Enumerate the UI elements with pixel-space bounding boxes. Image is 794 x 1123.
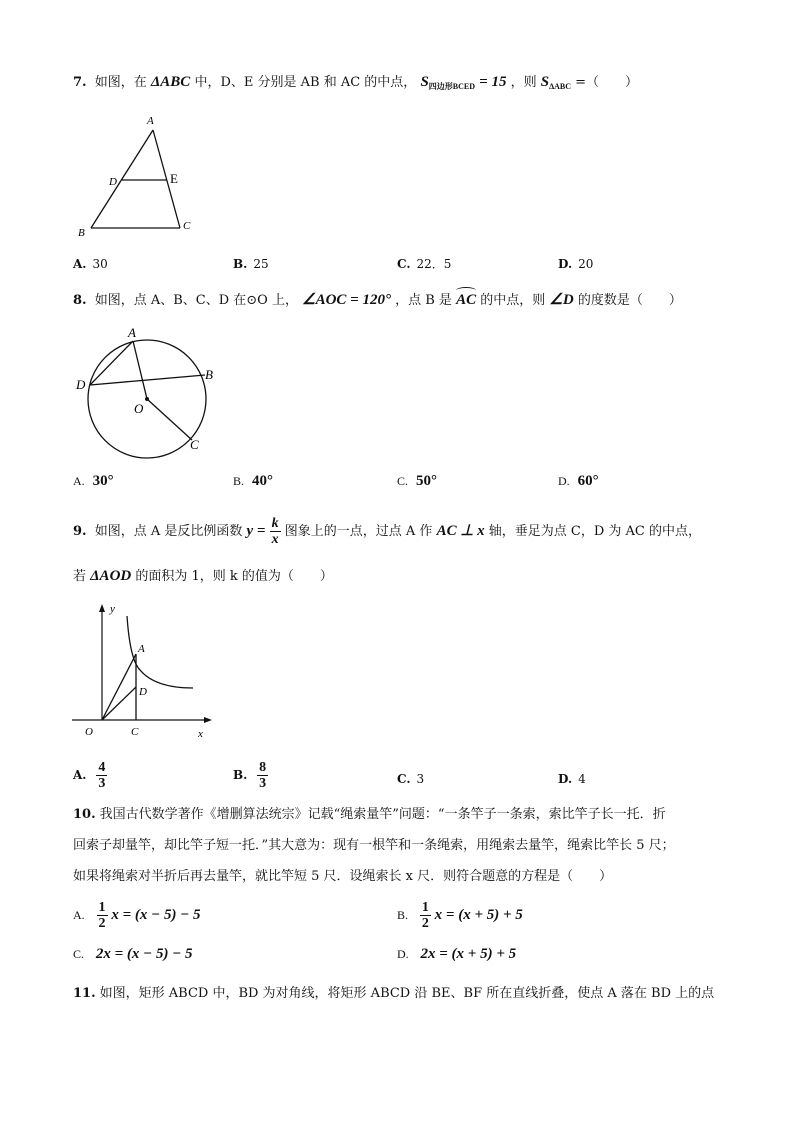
math-triangle-abc: ΔABC	[150, 74, 191, 90]
q7-option-b[interactable]	[233, 256, 269, 272]
math-angle-aoc: ∠AOC = 120°	[302, 292, 391, 308]
option-expression: x = (x + 5) + 5	[434, 907, 523, 923]
option-value: 30	[92, 257, 108, 271]
q10-option-a[interactable]	[73, 900, 201, 931]
q9-graph-figure	[70, 600, 220, 750]
question-8-stem	[73, 290, 682, 311]
option-value: 50°	[416, 473, 438, 489]
area-subscript: 四边形BCED	[428, 82, 476, 91]
q8-option-b[interactable]	[233, 473, 273, 489]
label-d: D	[139, 686, 147, 698]
option-label: C.	[397, 257, 411, 271]
label-y: y	[110, 603, 115, 615]
question-number: 11.	[73, 986, 96, 1001]
stem-text: 的面积为 1，则 k 的值为（ ）	[135, 569, 333, 584]
stem-text: 如图，点 A 是反比例函数	[94, 524, 243, 539]
q7-option-d[interactable]	[558, 256, 593, 272]
stem-text: 图象上的一点，过点 A 作	[284, 524, 433, 539]
label-c: C	[131, 726, 139, 738]
fraction-denominator: 2	[421, 916, 429, 931]
fraction-numerator: k	[271, 516, 279, 531]
area-subscript: ΔABC	[549, 82, 572, 91]
option-value: 25	[253, 257, 269, 271]
option-label: A.	[73, 768, 87, 782]
label-a: A	[147, 115, 154, 127]
label-o: O	[134, 401, 144, 416]
label-a: A	[128, 325, 136, 340]
label-d: D	[76, 377, 86, 392]
question-number: 10.	[73, 807, 96, 822]
q9-option-a[interactable]	[73, 760, 107, 791]
option-value: 22．5	[416, 257, 452, 271]
q10-option-d[interactable]	[397, 946, 516, 962]
q9-option-b[interactable]	[233, 760, 268, 791]
option-label: C.	[397, 772, 411, 786]
option-label: A.	[73, 474, 85, 488]
fraction-numerator: 1	[421, 900, 429, 915]
math-y-equals: y =	[246, 523, 266, 539]
option-value: 40°	[252, 473, 274, 489]
q10-option-b[interactable]	[397, 900, 523, 931]
math-area-quad	[420, 74, 475, 90]
option-label: B.	[397, 908, 409, 922]
q8-option-c[interactable]	[397, 473, 437, 489]
label-d: D	[109, 176, 117, 188]
label-o: O	[85, 726, 93, 738]
option-fraction	[97, 900, 108, 931]
fraction-numerator: 8	[259, 760, 267, 775]
math-perpendicular: AC ⊥ x	[436, 523, 485, 539]
question-10-line1	[73, 805, 666, 825]
area-symbol: S	[420, 74, 429, 90]
question-7-stem	[73, 72, 638, 97]
q7-option-a[interactable]	[73, 256, 108, 272]
stem-text: 中，D、E 分别是 AB 和 AC 的中点，	[194, 75, 417, 90]
option-label: D.	[558, 257, 573, 271]
fraction-numerator: 4	[98, 760, 106, 775]
label-e: E	[170, 171, 178, 186]
stem-text: 的中点，则	[480, 293, 546, 308]
math-arc-ac: AC	[456, 292, 477, 308]
q8-circle-figure	[70, 322, 230, 460]
fraction-denominator: 3	[259, 776, 267, 791]
question-number: 9.	[73, 524, 87, 539]
question-10-line3	[73, 867, 612, 887]
stem-text: 轴，垂足为点 C，D 为 AC 的中点，	[488, 524, 702, 539]
stem-text: 如图，点 A、B、C、D 在⊙O 上，	[94, 293, 298, 308]
stem-text: 如图，矩形 ABCD 中，BD 为对角线，将矩形 ABCD 沿 BE、BF 所在直线折叠，使点 A 落在 BD 上的点	[99, 986, 715, 1001]
option-label: D.	[558, 474, 570, 488]
stem-text: 若	[73, 569, 87, 584]
question-number: 8.	[73, 293, 87, 308]
option-label: A.	[73, 908, 85, 922]
option-expression: 2x = (x − 5) − 5	[95, 946, 193, 962]
q8-option-a[interactable]	[73, 473, 114, 489]
option-value: 4	[578, 772, 586, 786]
option-fraction	[420, 900, 431, 931]
label-b: B	[78, 227, 85, 239]
stem-text: 我国古代数学著作《增删算法统宗》记载“绳索量竿”问题：“一条竿子一条索，索比竿子长一托．折	[99, 807, 666, 822]
option-label: A.	[73, 257, 87, 271]
question-11-line1	[73, 984, 714, 1004]
stem-text: 如果将绳索对半折后再去量竿，就比竿短 5 尺．设绳索长 x 尺．则符合题意的方程是（ ）	[73, 869, 613, 884]
stem-text: 的度数是（ ）	[577, 293, 682, 308]
option-label: B.	[233, 768, 248, 782]
area-symbol: S	[540, 74, 550, 90]
fraction-denominator: 2	[98, 916, 106, 931]
stem-text: ，则	[510, 75, 537, 90]
q9-option-d[interactable]	[558, 771, 586, 787]
option-label: D.	[558, 772, 573, 786]
label-x: x	[198, 728, 203, 740]
stem-text: 如图，在	[94, 75, 147, 90]
q7-triangle-figure	[70, 108, 200, 240]
math-fraction-k-over-x	[270, 516, 281, 547]
stem-text: ，点 B 是	[395, 293, 452, 308]
option-label: C.	[397, 474, 409, 488]
math-equals-15: = 15	[479, 74, 507, 90]
q10-option-c[interactable]	[73, 946, 193, 962]
option-value: 60°	[577, 473, 599, 489]
fraction-denominator: 3	[98, 776, 106, 791]
fraction-denominator: x	[271, 532, 279, 547]
question-9-stem-line2	[73, 566, 333, 587]
label-a: A	[138, 643, 145, 655]
stem-text: =（ ）	[575, 75, 639, 90]
math-area-abc	[541, 74, 571, 90]
question-9-stem	[73, 516, 701, 547]
option-expression: x = (x − 5) − 5	[111, 907, 201, 923]
option-label: B.	[233, 474, 245, 488]
label-c: C	[190, 437, 199, 452]
option-expression: 2x = (x + 5) + 5	[420, 946, 517, 962]
option-value: 3	[416, 772, 425, 786]
fraction-numerator: 1	[98, 900, 106, 915]
label-b: B	[205, 367, 213, 382]
option-label: C.	[73, 947, 85, 961]
option-value: 30°	[92, 473, 114, 489]
option-fraction	[257, 760, 268, 791]
option-fraction	[96, 760, 107, 791]
option-value: 20	[578, 257, 594, 271]
math-triangle-aod: ΔAOD	[90, 568, 132, 584]
option-label: D.	[397, 947, 409, 961]
math-angle-d: ∠D	[549, 292, 574, 308]
label-c: C	[183, 220, 191, 232]
q9-option-c[interactable]	[397, 771, 424, 787]
q7-option-c[interactable]	[397, 256, 451, 272]
question-number: 7.	[73, 75, 87, 90]
stem-text: 回索子却量竿，却比竿子短一托．”其大意为：现有一根竿和一条绳索，用绳索去量竿，绳索比竿长 5 尺；	[73, 838, 675, 853]
q8-option-d[interactable]	[558, 473, 599, 489]
option-label: B.	[233, 257, 248, 271]
question-10-line2	[73, 836, 675, 856]
